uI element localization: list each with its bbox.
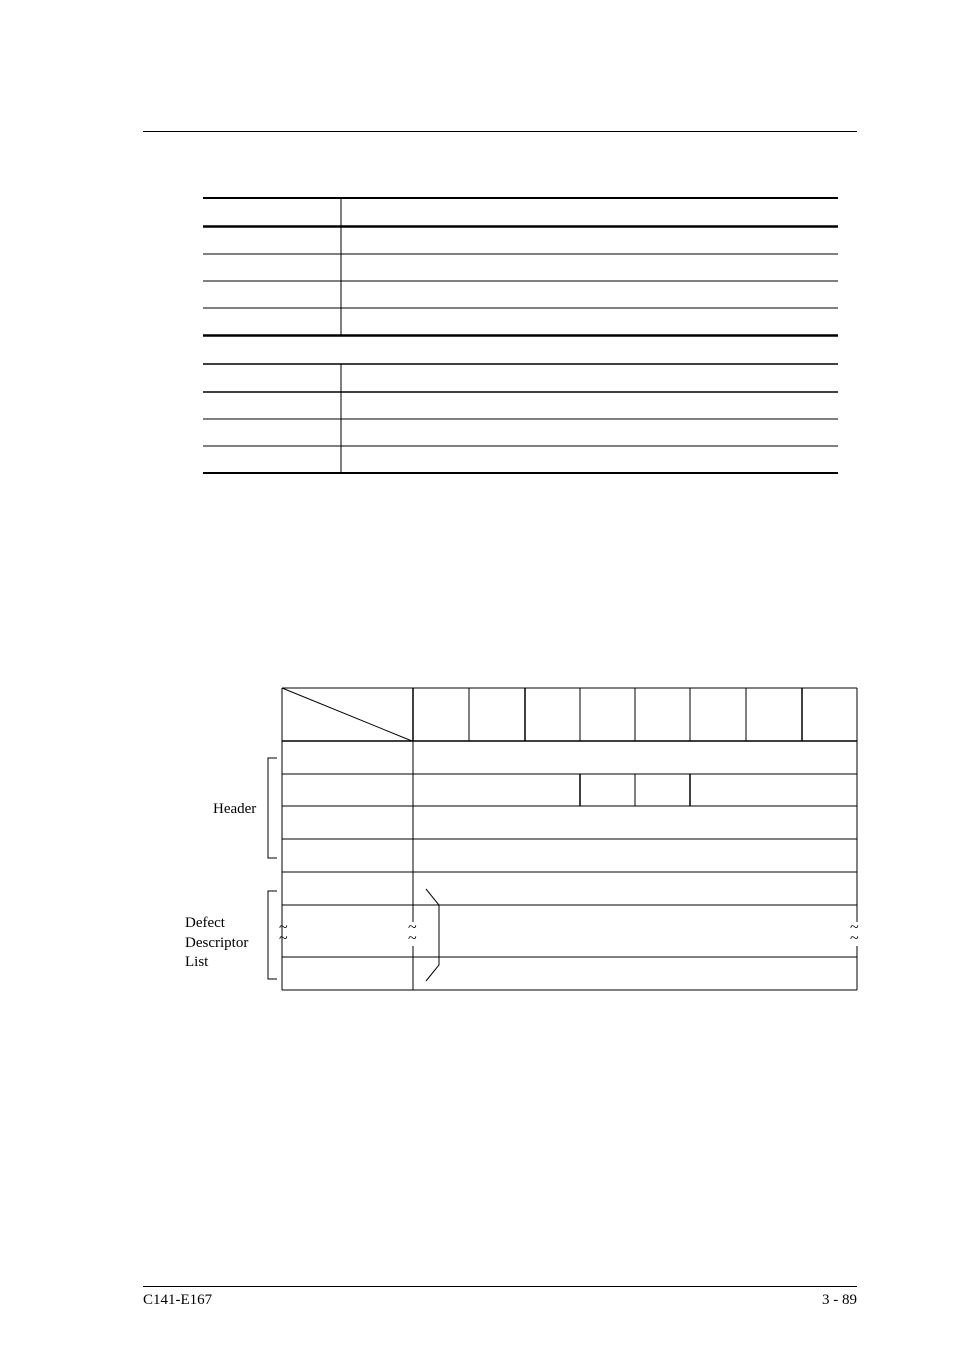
descriptor-brace [426,889,439,981]
defect-list-label-line1: Defect [185,915,225,931]
break-symbol-middle: ~ ~ [408,919,417,947]
footer-page-number: 3 - 89 [822,1292,857,1308]
defect-list-label-line2: Descriptor [185,935,249,951]
header-bracket-label: Header [213,801,257,817]
defect-list-label-line3: List [185,954,209,970]
break-symbol-right: ~ ~ [850,919,859,947]
footer-doc-code: C141-E167 [143,1292,213,1308]
header-bracket [268,758,277,858]
defect-list-bracket [268,891,277,979]
break-symbol-left: ~ ~ [279,919,288,947]
corner-diagonal [282,688,412,741]
footer-rule [143,1286,857,1287]
